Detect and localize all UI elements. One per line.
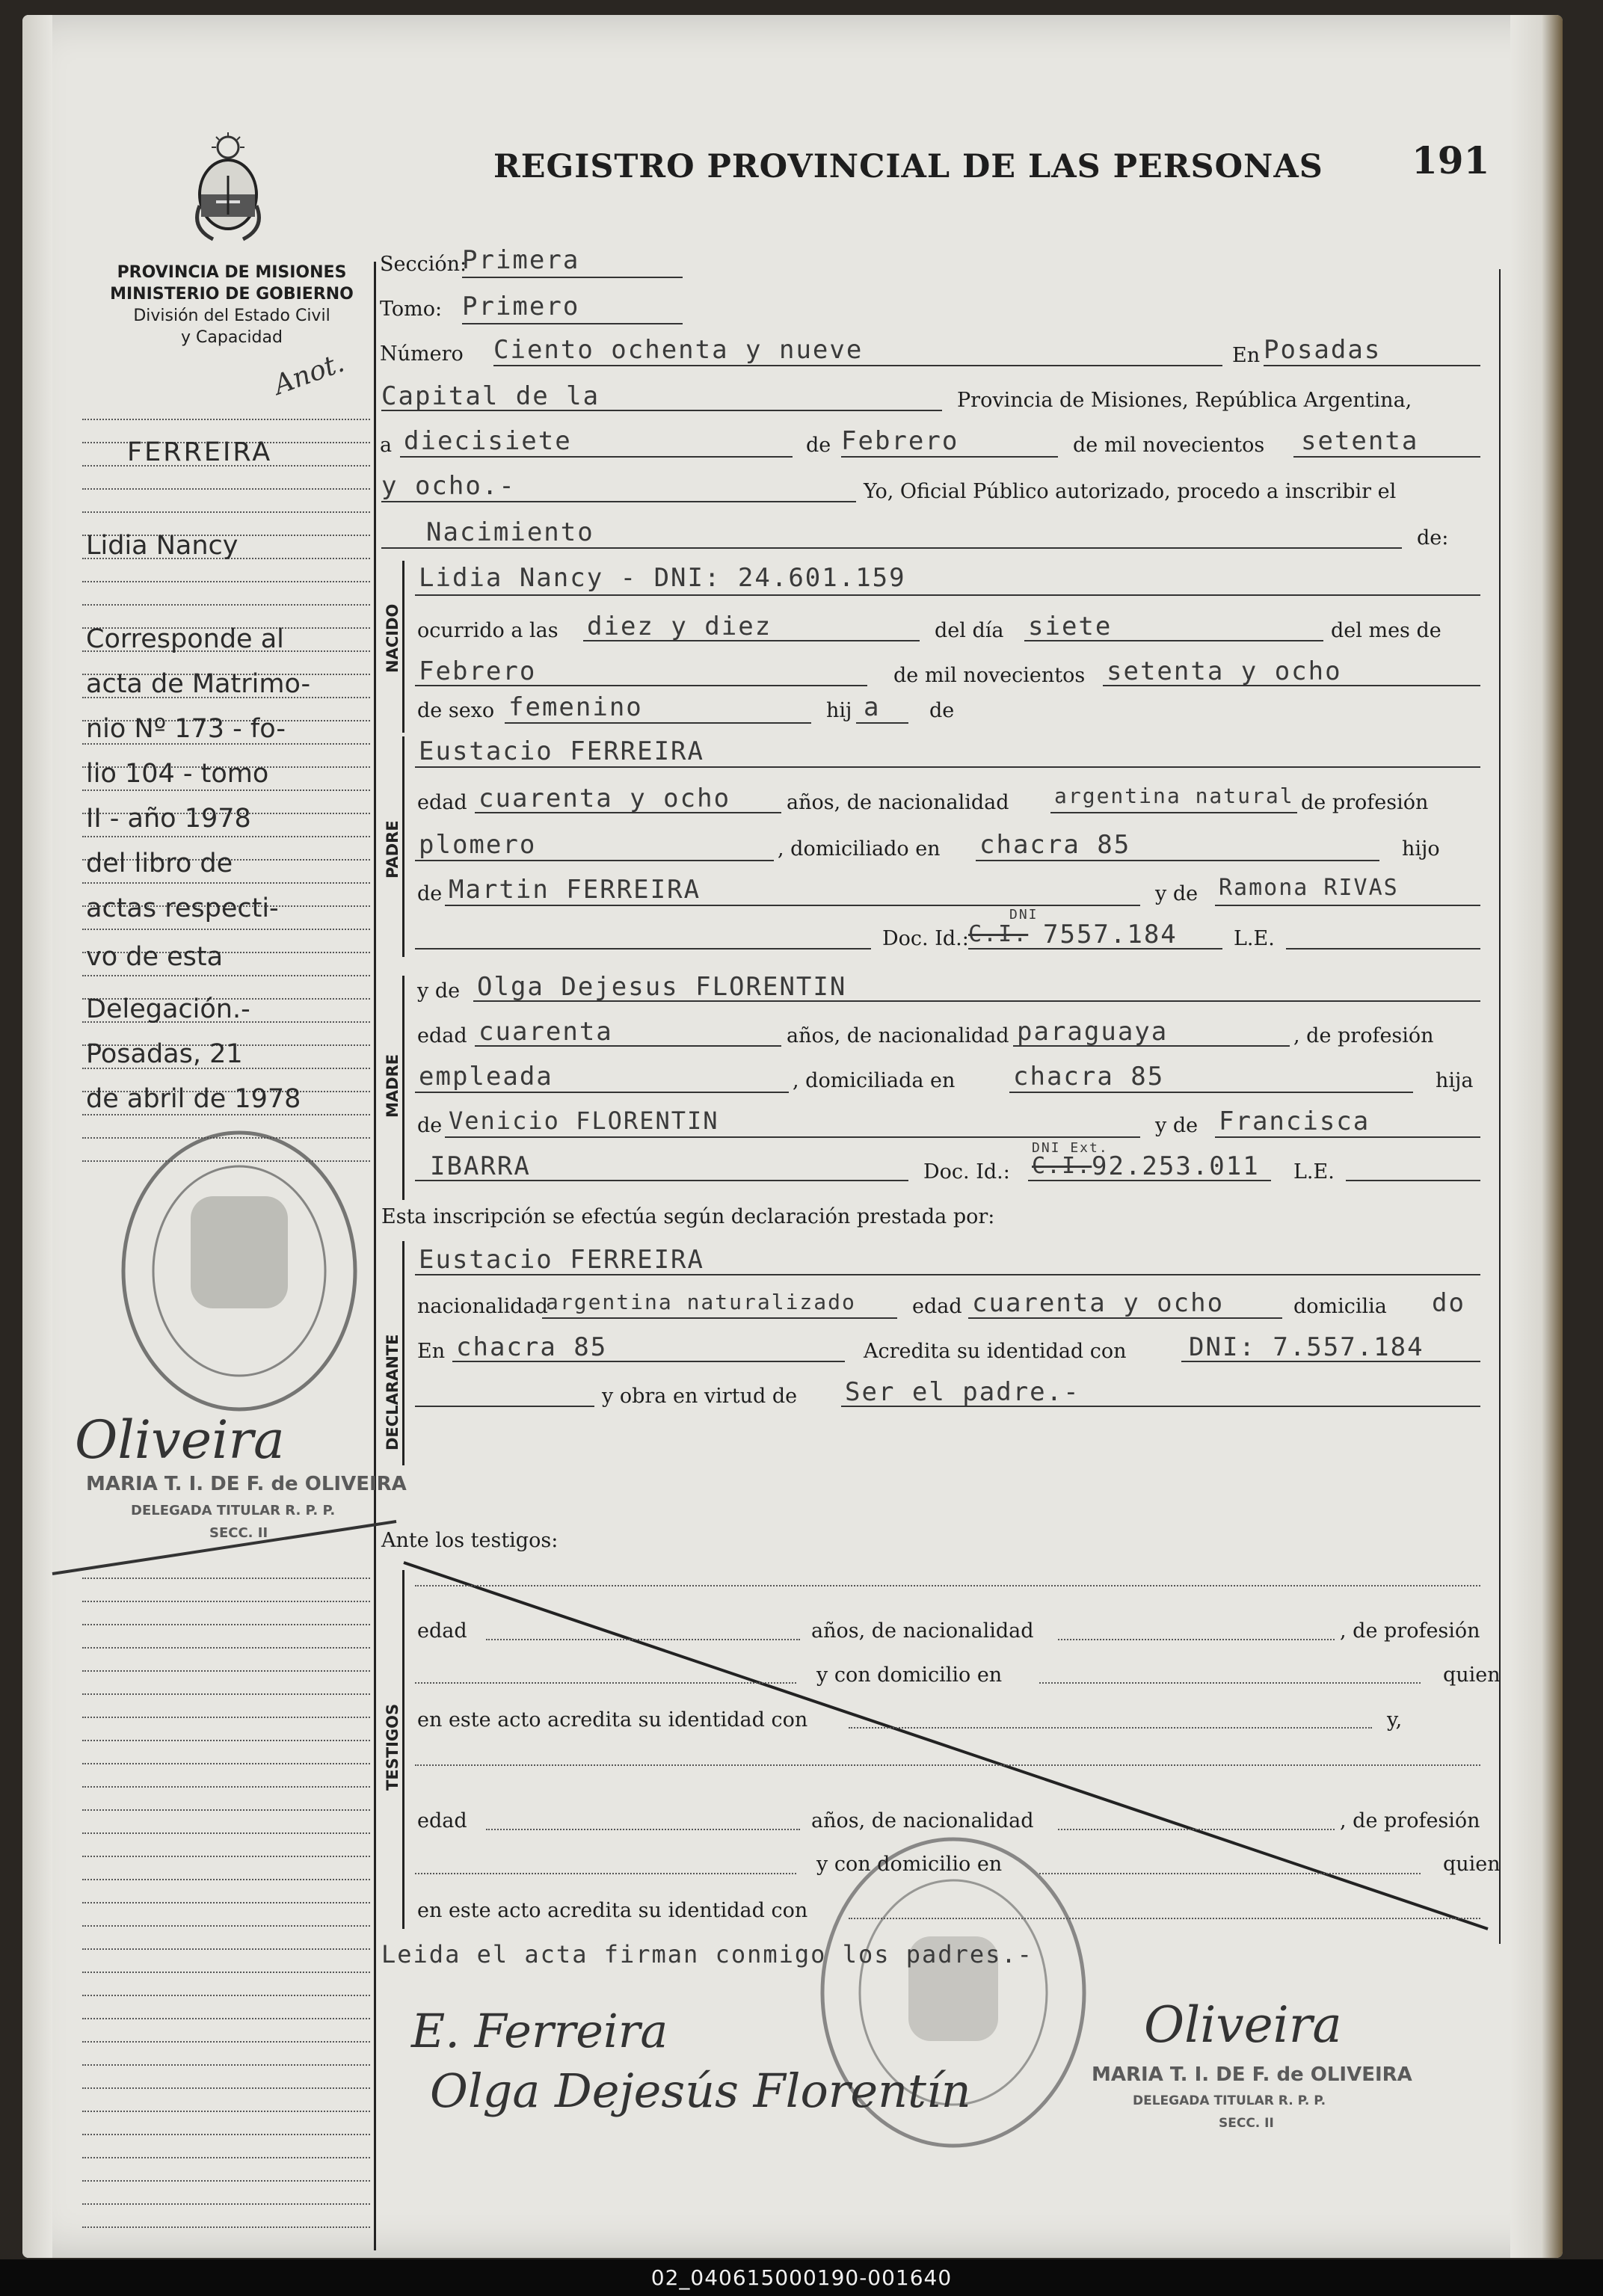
entry-madre-dom: chacra 85 xyxy=(1013,1062,1165,1092)
fill-line xyxy=(415,1180,908,1181)
fill-line xyxy=(415,860,774,861)
fill-line xyxy=(1103,685,1480,686)
label-acredita: Acredita su identidad con xyxy=(864,1340,1127,1363)
entry-closing: Leida el acta firman conmigo los padres.- xyxy=(381,1940,1033,1969)
mother-signature: Olga Dejesús Florentín xyxy=(430,2063,971,2118)
label-hij: hij xyxy=(826,699,852,722)
entry-nacido-nombre: Lidia Nancy - DNI: 24.601.159 xyxy=(419,563,906,593)
fill-line xyxy=(1293,456,1480,458)
label-edad: edad xyxy=(912,1295,962,1318)
label-edad: edad xyxy=(417,1619,467,1643)
entry-madre-madre: Francisca xyxy=(1219,1107,1370,1136)
entry-madre-doc-struck: C.I. xyxy=(1032,1153,1092,1179)
margin-surname: FERREIRA xyxy=(127,437,273,467)
entry-padre-dom: chacra 85 xyxy=(979,830,1131,860)
margin-note-line: lio 104 - tomo xyxy=(86,759,269,789)
label-acto: en este acto acredita su identidad con xyxy=(417,1708,808,1732)
label-quien: quien xyxy=(1443,1663,1501,1687)
label-comma-prof: , de profesión xyxy=(1293,1024,1434,1047)
section-label-testigos: TESTIGOS xyxy=(384,1703,401,1791)
fill-line xyxy=(1346,1180,1480,1181)
fill-line xyxy=(381,547,1402,549)
label-le: L.E. xyxy=(1293,1160,1335,1184)
institution-line: PROVINCIA DE MISIONES xyxy=(117,263,347,282)
label-ocurrido: ocurrido a las xyxy=(417,619,559,642)
margin-note-line: Corresponde al xyxy=(86,624,284,654)
label-edad: edad xyxy=(417,1024,467,1047)
label-comma-prof: , de profesión xyxy=(1340,1809,1480,1832)
fill-line xyxy=(475,812,781,813)
official-stamp-name: MARIA T. I. DE F. de OLIVEIRA xyxy=(1092,2063,1412,2086)
entry-madre-madre2: IBARRA xyxy=(430,1151,531,1181)
margin-note-line: de abril de 1978 xyxy=(86,1084,301,1114)
entry-madre-nombre: Olga Dejesus FLORENTIN xyxy=(477,972,847,1002)
entry-madre-edad: cuarenta xyxy=(479,1017,613,1047)
label-de-colon: de: xyxy=(1417,526,1449,550)
label-y-de: y de xyxy=(1155,882,1199,905)
margin-note-line: Delegación.- xyxy=(86,994,250,1024)
fill-line xyxy=(415,594,1480,596)
label-domiciliado: , domiciliado en xyxy=(778,837,941,861)
margin-note-line: del libro de xyxy=(86,849,233,878)
fill-line xyxy=(415,948,871,950)
dotted-line xyxy=(486,1829,800,1830)
section-label-nacido: NACIDO xyxy=(384,603,401,673)
label-ante: Ante los testigos: xyxy=(381,1529,559,1552)
fill-line xyxy=(968,1317,1282,1319)
section-bracket xyxy=(402,976,404,1200)
institution-line: División del Estado Civil xyxy=(133,307,330,325)
entry-anio-nac: setenta y ocho xyxy=(1107,656,1342,686)
entry-decl-dom-suffix: do xyxy=(1432,1288,1465,1318)
fill-line xyxy=(445,905,1140,906)
fill-line xyxy=(415,1274,1480,1275)
label-a: a xyxy=(380,434,393,457)
page-title: REGISTRO PROVINCIAL DE LAS PERSONAS xyxy=(493,148,1323,185)
entry-hora: diez y diez xyxy=(587,612,772,641)
entry-seccion: Primera xyxy=(462,245,580,275)
label-hijo: hijo xyxy=(1402,837,1440,861)
dotted-line xyxy=(849,1918,1480,1919)
entry-anio: setenta xyxy=(1301,426,1419,456)
entry-padre-padre: Martin FERREIRA xyxy=(449,875,701,905)
entry-decl-doc: DNI: 7.557.184 xyxy=(1189,1332,1424,1362)
label-con-domicilio: y con domicilio en xyxy=(816,1853,1003,1876)
margin-given-names: Lidia Nancy xyxy=(86,531,239,561)
fill-line xyxy=(415,685,867,686)
label-anos-nac: años, de nacionalidad xyxy=(811,1809,1034,1832)
label-tomo: Tomo: xyxy=(380,298,443,321)
label-de: de xyxy=(417,1114,443,1137)
fill-line xyxy=(445,1136,1140,1138)
dotted-line xyxy=(849,1727,1372,1729)
label-en: En xyxy=(417,1340,446,1363)
dotted-line xyxy=(415,1764,1480,1766)
fill-line xyxy=(400,456,793,458)
label-obra: y obra en virtud de xyxy=(602,1385,798,1408)
fill-line xyxy=(415,1406,594,1407)
label-numero: Número xyxy=(380,342,464,366)
label-de-mil2: de mil novecientos xyxy=(893,664,1086,687)
label-domiciliada: , domiciliada en xyxy=(793,1069,956,1092)
fill-line xyxy=(1050,812,1297,813)
footer-id: 02_040615000190-001640 xyxy=(0,2259,1603,2296)
fill-line xyxy=(462,323,683,324)
entry-dia: diecisiete xyxy=(404,426,572,456)
entry-padre-doc-type: DNI xyxy=(1009,907,1039,923)
label-acto: en este acto acredita su identidad con xyxy=(417,1899,808,1922)
section-label-declarante: DECLARANTE xyxy=(384,1334,401,1450)
label-quien: quien xyxy=(1443,1853,1501,1876)
fill-line xyxy=(381,410,942,411)
label-anos-nac: años, de nacionalidad xyxy=(811,1619,1034,1643)
institution-line: y Capacidad xyxy=(181,328,283,347)
fill-line xyxy=(856,722,908,724)
dotted-line xyxy=(486,1639,800,1640)
fill-line xyxy=(976,860,1379,861)
entry-padre-edad: cuarenta y ocho xyxy=(479,784,731,813)
fill-line xyxy=(452,1361,845,1362)
label-anos-nac: años, de nacionalidad xyxy=(787,791,1009,814)
margin-note-line: acta de Matrimo- xyxy=(86,669,311,699)
margin-note-line: II - año 1978 xyxy=(86,804,251,834)
fill-line xyxy=(1028,1180,1271,1181)
dotted-line xyxy=(415,1682,796,1684)
entry-capital: Capital de la xyxy=(381,381,600,411)
section-bracket xyxy=(402,1570,404,1929)
entry-decl-nac: argentina naturalizado xyxy=(546,1290,856,1314)
entry-dia-nac: siete xyxy=(1028,612,1113,641)
label-edad: edad xyxy=(417,791,467,814)
section-label-madre: MADRE xyxy=(384,1053,401,1118)
fill-line xyxy=(841,456,1058,458)
label-del-mes: del mes de xyxy=(1331,619,1442,642)
fill-line xyxy=(1215,905,1480,906)
label-edad: edad xyxy=(417,1809,467,1832)
fill-line xyxy=(462,277,683,278)
label-hija: hija xyxy=(1436,1069,1474,1092)
section-label-padre: PADRE xyxy=(384,820,401,878)
entry-sexo: femenino xyxy=(508,692,643,722)
label-en: En xyxy=(1232,344,1261,367)
entry-mes: Febrero xyxy=(841,426,959,456)
entry-madre-doc-type: DNI Ext. xyxy=(1032,1140,1109,1156)
label-de-profesion: de profesión xyxy=(1301,791,1429,814)
fill-line xyxy=(542,1317,897,1319)
label-y-de: y de xyxy=(1155,1114,1199,1137)
label-sexo: de sexo xyxy=(417,699,495,722)
fill-line xyxy=(505,722,811,724)
entry-padre-doc: 7557.184 xyxy=(1043,920,1178,950)
entry-madre-padre: Venicio FLORENTIN xyxy=(449,1107,719,1135)
entry-en: Posadas xyxy=(1264,335,1382,365)
fill-line xyxy=(1215,1136,1480,1138)
margin-stamp-secc: SECC. II xyxy=(209,1525,268,1541)
label-de: de xyxy=(929,699,955,722)
register-page xyxy=(22,15,1563,2258)
entry-padre-nombre: Eustacio FERREIRA xyxy=(419,736,704,766)
official-signature: Oliveira xyxy=(1144,1996,1342,2054)
entry-padre-doc-struck: C.I. xyxy=(968,921,1029,947)
label-de: de xyxy=(417,882,443,905)
section-bracket xyxy=(402,1241,404,1465)
entry-numero: Ciento ochenta y nueve xyxy=(493,335,864,365)
dotted-line xyxy=(1058,1829,1335,1830)
entry-decl-dom: chacra 85 xyxy=(456,1332,608,1362)
fill-line xyxy=(1264,365,1480,366)
entry-decl-nombre: Eustacio FERREIRA xyxy=(419,1245,704,1275)
label-y-comma: y, xyxy=(1387,1708,1403,1732)
margin-signature: Oliveira xyxy=(75,1409,285,1471)
entry-anio2: y ocho.- xyxy=(381,471,516,501)
margin-stamp-title: DELEGADA TITULAR R. P. P. xyxy=(131,1503,336,1518)
margin-note-line: Posadas, 21 xyxy=(86,1039,243,1069)
section-bracket xyxy=(402,561,404,733)
label-y-de: y de xyxy=(417,979,461,1003)
label-yo: Yo, Oficial Público autorizado, procedo a inscribir el xyxy=(864,480,1397,503)
entry-padre-nac: argentina natural xyxy=(1054,784,1294,808)
section-bracket xyxy=(402,736,404,957)
entry-hij: a xyxy=(864,692,881,722)
label-doc-id: Doc. Id.: xyxy=(923,1160,1010,1184)
dotted-line xyxy=(1039,1682,1421,1684)
fill-line xyxy=(475,1045,781,1047)
label-provincia: Provincia de Misiones, República Argentina, xyxy=(957,389,1412,412)
entry-padre-prof: plomero xyxy=(419,830,537,860)
folio-number: 191 xyxy=(1412,138,1490,182)
label-con-domicilio: y con domicilio en xyxy=(816,1663,1003,1687)
fill-line xyxy=(1181,1361,1480,1362)
label-comma-prof: , de profesión xyxy=(1340,1619,1480,1643)
label-de-mil: de mil novecientos xyxy=(1073,434,1265,457)
father-signature: E. Ferreira xyxy=(411,2004,668,2058)
entry-madre-nac: paraguaya xyxy=(1017,1017,1169,1047)
label-domicilia: domicilia xyxy=(1293,1295,1387,1318)
margin-note-line: actas respecti- xyxy=(86,893,279,923)
entry-tomo: Primero xyxy=(462,292,580,321)
label-anos-nac: años, de nacionalidad xyxy=(787,1024,1009,1047)
fill-line xyxy=(473,1000,1480,1002)
label-del-dia: del día xyxy=(935,619,1004,642)
label-doc-id: Doc. Id.: xyxy=(882,927,969,950)
fill-line xyxy=(841,1406,1480,1407)
margin-note-line: vo de esta xyxy=(86,942,224,972)
margin-mark: Anot. xyxy=(269,347,348,401)
fill-line xyxy=(1013,1045,1290,1047)
official-stamp-secc: SECC. II xyxy=(1219,2116,1274,2131)
official-stamp-title: DELEGADA TITULAR R. P. P. xyxy=(1133,2093,1326,2108)
label-seccion: Sección: xyxy=(380,253,467,276)
fill-line xyxy=(381,501,856,502)
label-de: de xyxy=(806,434,831,457)
entry-padre-madre: Ramona RIVAS xyxy=(1219,875,1399,901)
dotted-line xyxy=(415,1585,1480,1586)
entry-decl-edad: cuarenta y ocho xyxy=(972,1288,1225,1318)
entry-madre-doc: 92.253.011 xyxy=(1092,1151,1260,1181)
entry-acto: Nacimiento xyxy=(426,517,594,547)
label-le: L.E. xyxy=(1234,927,1275,950)
dotted-line xyxy=(1039,1873,1421,1874)
entry-mes-nac: Febrero xyxy=(419,656,537,686)
label-nacionalidad: nacionalidad xyxy=(417,1295,548,1318)
fill-line xyxy=(1009,1092,1413,1093)
fill-line xyxy=(493,365,1222,366)
entry-decl-obra: Ser el padre.- xyxy=(845,1377,1080,1407)
fill-line xyxy=(415,766,1480,768)
fill-line xyxy=(583,640,920,641)
fill-line xyxy=(1286,948,1480,950)
margin-note-line: nio Nº 173 - fo- xyxy=(86,714,286,744)
institution-line: MINISTERIO DE GOBIERNO xyxy=(110,285,354,304)
label-inscripcion: Esta inscripción se efectúa según declaración prestada por: xyxy=(381,1205,995,1228)
entry-madre-prof: empleada xyxy=(419,1062,553,1092)
fill-line xyxy=(1024,640,1323,641)
fill-line xyxy=(968,948,1222,950)
dotted-line xyxy=(415,1873,796,1874)
dotted-line xyxy=(1058,1639,1335,1640)
fill-line xyxy=(415,1092,789,1093)
margin-stamp-name: MARIA T. I. DE F. de OLIVEIRA xyxy=(86,1473,407,1495)
